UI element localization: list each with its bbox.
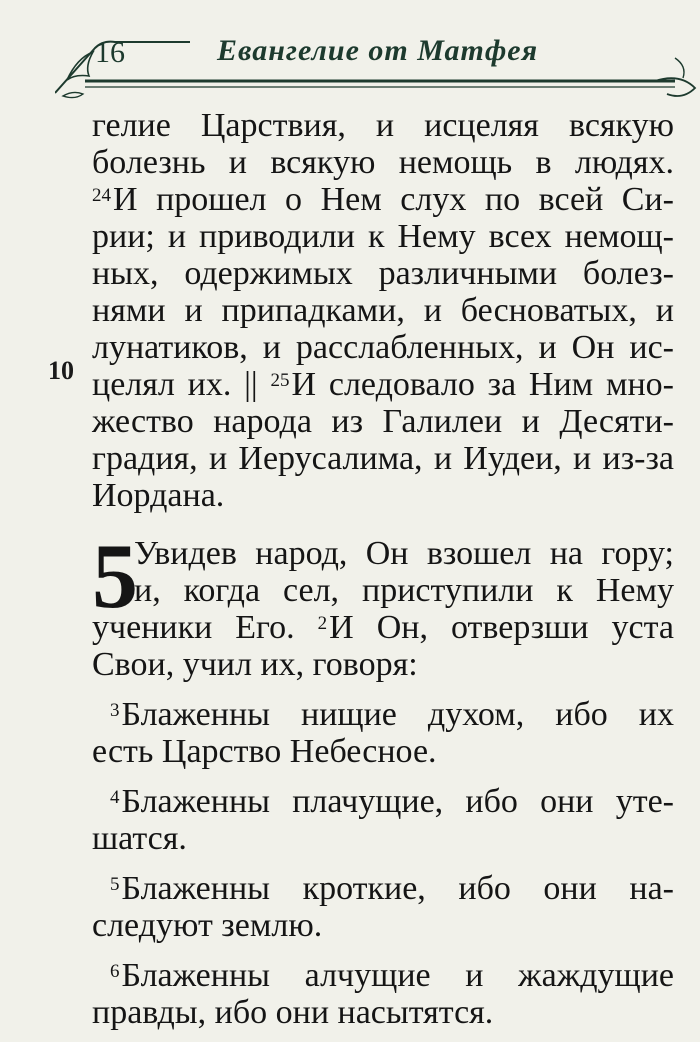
beatitude-line: $^6$Блаженны алчущие и жаждущие: [110, 957, 674, 994]
verse-number: 5: [110, 874, 120, 895]
verse-number: 24: [92, 185, 111, 206]
verse-number: 2: [317, 613, 328, 634]
verse-number: 25: [270, 370, 290, 391]
beatitude-line: $^4$Блаженны плачущие, ибо они уте-: [110, 783, 674, 820]
verse-number: 3: [110, 700, 120, 721]
text-line: лунатиков, и расслабленных, и Он ис-: [92, 329, 674, 366]
text-line: и, когда сел, приступили к Нему: [134, 572, 674, 609]
beatitude-line: $^5$Блаженны кроткие, ибо они на-: [110, 870, 674, 907]
verse-number: 4: [110, 787, 120, 808]
beatitude-line: шатся.: [92, 820, 187, 857]
text-line: градия, и Иерусалима, и Иудеи, и из-за: [92, 440, 674, 477]
text-line: гелие Царствия, и исцеляя всякую: [92, 107, 674, 144]
text-line: болезнь и всякую немощь в людях.: [92, 144, 674, 181]
page-header: [55, 18, 700, 108]
text-line: жество народа из Галилеи и Десяти-: [92, 403, 674, 440]
beatitude-line: следуют землю.: [92, 907, 323, 944]
beatitude-line: $^3$Блаженны нищие духом, ибо их: [110, 696, 674, 733]
beatitude-line: есть Царство Небесное.: [92, 733, 437, 770]
text-line: $^{24}$И прошел о Нем слух по всей Си-: [92, 181, 674, 218]
beatitude-line: правды, ибо они насытятся.: [92, 994, 494, 1031]
chapter-number: 5: [92, 525, 138, 627]
text-line: Увидев народ, Он взошел на гору;: [134, 535, 674, 572]
scripture-text: [92, 107, 674, 1031]
margin-section-number: 10: [48, 356, 74, 385]
text-line: нями и припадками, и бесноватых, и: [92, 292, 674, 329]
text-line: целял их. || $^{25}$И следовало за Ним мно-: [92, 366, 674, 403]
text-line: Свои, учил их, говоря:: [92, 646, 418, 683]
page-number: 16: [95, 36, 125, 69]
text-line: Иордана.: [92, 477, 225, 514]
text-line: рии; и приводили к Нему всех немощ-: [92, 218, 674, 255]
text-line: ных, одержимых различными болез-: [92, 255, 674, 292]
text-line: ученики Его. $^2$И Он, отверзши уста: [92, 609, 674, 646]
running-title: Евангелие от Матфея: [217, 34, 539, 67]
verse-number: 6: [110, 961, 120, 982]
